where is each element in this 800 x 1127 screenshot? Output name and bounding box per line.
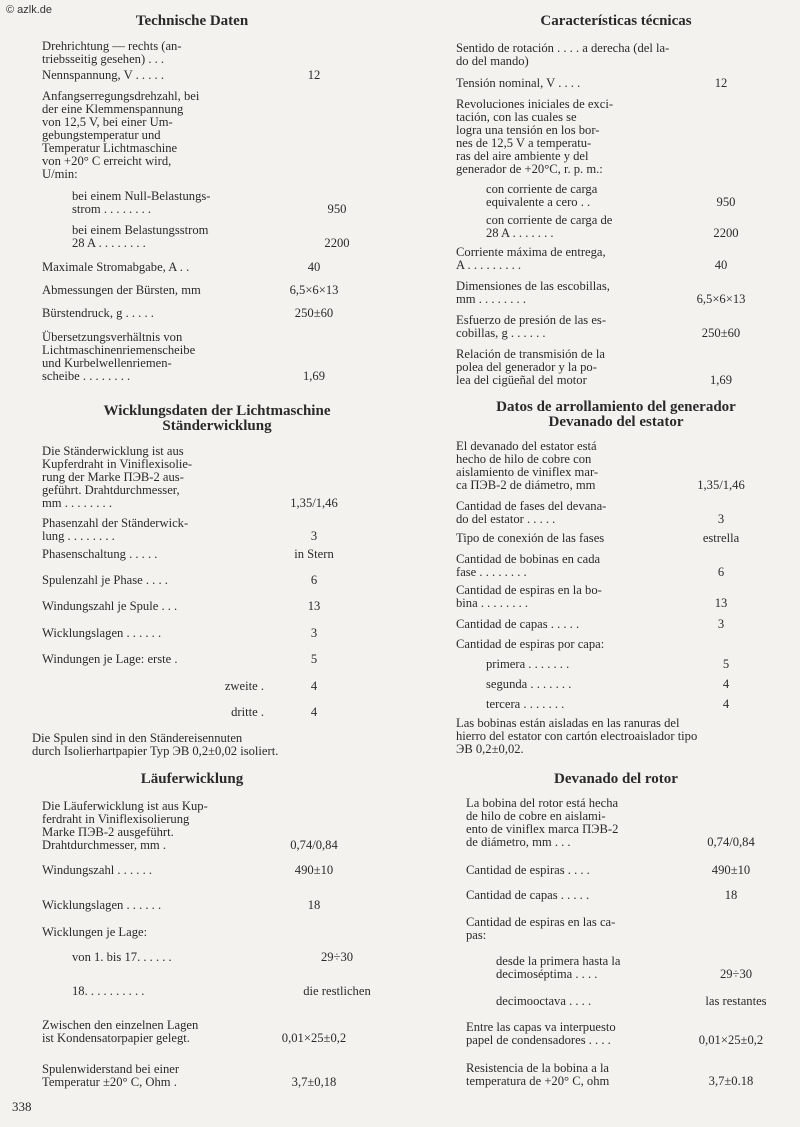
de-tech-row [42,331,387,383]
row-label: bei einem Belastungsstrom 28 A . . . . . . . . [72,223,209,250]
es-tech-title: Características técnicas [540,13,692,29]
row-label: Spulenwiderstand bei einer Temperatur ±20° C, Ohm . [42,1062,180,1089]
row-label: Revoluciones iniciales de exci- tación, con las cuales se logra una tensión en los bor- nes de 12,5 V a temperatu- ras del aire ambiente y del generador de +20°C, r. p. m.: [456,97,614,176]
de-rotor-row [42,951,387,964]
es-winding-row [456,440,786,492]
row-label: Zwischen den einzelnen Lagen ist Kondensatorpapier gelegt. [42,1018,199,1045]
watermark: © azlk.de [6,4,53,16]
row-label: tercera . . . . . . . [486,697,565,711]
row-label: Relación de transmisión de la polea del generador y la po- lea del cigüeñal del motor [456,347,605,387]
row-label: Cantidad de capas . . . . . [456,617,580,631]
row-value: 40 [307,260,321,274]
de-rotor-row [42,899,387,912]
es-winding-title: Datos de arrollamiento del generador Devanado del estator [496,399,736,430]
row-label: zweite . [224,679,264,693]
row-value: estrella [702,531,740,545]
row-label: Dimensiones de las escobillas, mm . . . . . . . . [456,279,610,306]
de-winding-note: Die Spulen sind in den Ständereisennuten durch Isolierhartpapier Typ ЭВ 0,2±0,02 isoliert. [32,731,279,758]
de-tech-row [42,190,387,216]
row-value: 1,69 [709,373,733,387]
row-label: Windungszahl je Spule . . . [42,599,178,613]
es-winding-row [456,500,786,526]
de-winding-row [42,445,387,510]
row-label: dritte . [231,705,264,719]
row-label: desde la primera hasta la decimoséptima . . . . [496,954,621,981]
row-label: Entre las capas va interpuesto papel de condensadores . . . . [466,1020,616,1047]
row-value: 0,01×25±0,2 [698,1033,764,1047]
row-label: con corriente de carga de 28 A . . . . . . . [486,213,613,240]
es-rotor-row [466,995,796,1008]
row-value: 1,69 [302,369,326,383]
row-value: 6,5×6×13 [696,292,746,306]
row-value: 1,35/1,46 [697,478,745,492]
row-value: 40 [714,258,728,272]
row-value: 490±10 [294,863,334,877]
row-value: 4 [722,697,730,711]
es-winding-row [456,618,786,631]
es-rotor-title: Devanado del rotor [554,771,678,787]
row-label: El devanado del estator está hecho de hilo de cobre con aislamiento de viniflex mar- ca ПЭВ-2 de diámetro, mm [456,439,599,492]
de-winding-row [42,680,387,693]
row-value: 4 [310,705,318,719]
es-rotor-row [466,955,796,981]
de-winding-title: Wicklungsdaten der Lichtmaschine Ständerwicklung [103,403,331,434]
row-value: die restlichen [303,984,371,998]
es-winding-row [456,698,786,711]
de-winding-row [42,706,387,719]
es-tech-row [456,348,786,387]
row-value: 490±10 [711,863,751,877]
row-label: Die Läuferwicklung ist aus Kup- ferdraht in Viniflexisolierung Marke ПЭВ-2 ausgeführt. Drahtdurchmesser, mm . [42,799,208,852]
row-value: 5 [722,657,730,671]
row-label: Corriente máxima de entrega, A . . . . . . . . . [456,245,606,272]
es-winding-row [456,532,786,545]
es-winding-row [456,638,786,651]
row-label: Cantidad de espiras en las ca- pas: [466,915,616,942]
row-value: 3,7±0.18 [708,1074,754,1088]
es-tech-row [456,246,786,272]
row-label: Abmessungen der Bürsten, mm [42,283,201,297]
row-value: 250±60 [294,306,334,320]
row-value: 29÷30 [719,967,753,981]
es-winding-note: Las bobinas están aisladas en las ranuras del hierro del estator con cartón electroaislador tipo ЭВ 0,2±0,02. [456,716,698,756]
es-winding-row [456,584,786,610]
de-rotor-row [42,1019,387,1045]
row-label: Bürstendruck, g . . . . . [42,306,154,320]
row-label: Cantidad de capas . . . . . [466,888,590,902]
row-label: La bobina del rotor está hecha de hilo de cobre en aislami- ento de viniflex marca ПЭВ-2 de diámetro, mm . . . [466,796,619,849]
row-label: Phasenschaltung . . . . . [42,547,158,561]
row-label: Windungen je Lage: erste . [42,652,178,666]
de-winding-row [42,548,387,561]
de-tech-row [42,307,387,320]
row-label: Cantidad de espiras en la bo- bina . . . . . . . . [456,583,602,610]
row-value: 3 [310,529,318,543]
es-tech-row [456,214,786,240]
row-label: Windungszahl . . . . . . [42,863,153,877]
de-winding-row [42,627,387,640]
row-value: 3 [310,626,318,640]
de-tech-row [42,69,387,82]
es-winding-row [456,553,786,579]
row-value: 3,7±0,18 [291,1075,337,1089]
row-value: 12 [307,68,321,82]
es-tech-row [456,314,786,340]
es-rotor-row [466,864,796,877]
row-value: 29÷30 [320,950,354,964]
row-label: Esfuerzo de presión de las es- cobillas, g . . . . . . [456,313,607,340]
row-label: Phasenzahl der Ständerwick- lung . . . . . . . . [42,516,189,543]
row-value: 1,35/1,46 [290,496,338,510]
row-label: Tipo de conexión de las fases [456,531,605,545]
row-label: von 1. bis 17. . . . . . [72,950,172,964]
row-label: primera . . . . . . . [486,657,570,671]
es-winding-row [456,678,786,691]
row-value: 250±60 [701,326,741,340]
es-rotor-row [466,1021,796,1047]
row-value: 2200 [713,226,739,240]
es-tech-row [456,77,786,90]
row-label: Anfangserregungsdrehzahl, bei der eine Klemmenspannung von 12,5 V, bei einer Um- gebungstemperatur und Temperatur Lichtmaschine von +20° C erreicht wird, U/min: [42,89,200,181]
page-number: 338 [12,1099,32,1114]
row-label: Cantidad de espiras . . . . [466,863,590,877]
row-value: 6,5×6×13 [289,283,339,297]
row-value: 4 [310,679,318,693]
row-value: 18 [724,888,738,902]
row-label: Wicklungslagen . . . . . . [42,626,162,640]
de-tech-title: Technische Daten [135,13,249,29]
de-winding-row [42,517,387,543]
de-winding-row [42,574,387,587]
row-value: in Stern [294,547,334,561]
de-rotor-title: Läuferwicklung [140,771,244,787]
row-value: 950 [327,202,347,216]
row-value: 0,74/0,84 [290,838,338,852]
row-label: decimooctava . . . . [496,994,592,1008]
es-rotor-row [466,797,796,849]
row-value: 6 [717,565,725,579]
row-label: Tensión nominal, V . . . . [456,76,581,90]
row-label: Drehrichtung — rechts (an- triebsseitig gesehen) . . . [42,39,182,66]
row-label: Die Ständerwicklung ist aus Kupferdraht in Viniflexisolie- rung der Marke ПЭВ-2 aus- geführt. Drahtdurchmesser, mm . . . . . . . . [42,444,193,510]
row-value: 2200 [324,236,350,250]
es-rotor-row [466,1062,796,1088]
de-winding-row [42,653,387,666]
row-label: Wicklungen je Lage: [42,925,148,939]
es-tech-row [456,98,786,176]
row-value: 18 [307,898,321,912]
de-tech-row [42,40,387,66]
row-label: segunda . . . . . . . [486,677,572,691]
row-label: Nennspannung, V . . . . . [42,68,164,82]
de-tech-row [42,284,387,297]
de-tech-row [42,261,387,274]
es-tech-row [456,183,786,209]
row-value: 5 [310,652,318,666]
row-label: 18. . . . . . . . . . [72,984,145,998]
row-value: las restantes [705,994,767,1008]
row-value: 0,01×25±0,2 [281,1031,347,1045]
row-value: 3 [717,617,725,631]
es-tech-row-rotation: Sentido de rotación . . . . a derecha (del la- do del mando) [456,41,670,68]
row-label: Spulenzahl je Phase . . . . [42,573,168,587]
row-label: Resistencia de la bobina a la temperatura de +20° C, ohm [466,1061,610,1088]
row-label: Übersetzungsverhältnis von Lichtmaschinenriemenscheibe und Kurbelwellenriemen- scheibe . . . . . . . . [42,330,196,383]
de-rotor-row [42,985,387,998]
de-winding-row [42,600,387,613]
de-tech-row [42,224,387,250]
de-rotor-row [42,1063,387,1089]
row-value: 12 [714,76,728,90]
de-rotor-row [42,800,387,852]
row-value: 3 [717,512,725,526]
de-tech-row [42,90,387,181]
row-label: Cantidad de espiras por capa: [456,637,605,651]
row-value: 13 [714,596,728,610]
row-label: con corriente de carga equivalente a cero . . [486,182,598,209]
row-label: Cantidad de fases del devana- do del estator . . . . . [456,499,607,526]
row-value: 0,74/0,84 [707,835,755,849]
row-value: 950 [716,195,736,209]
row-value: 4 [722,677,730,691]
row-value: 13 [307,599,321,613]
de-rotor-row [42,864,387,877]
de-rotor-row [42,926,387,939]
row-label: Maximale Stromabgabe, A . . [42,260,190,274]
es-winding-row [456,658,786,671]
es-rotor-row [466,916,796,942]
es-tech-row [456,280,786,306]
row-value: 6 [310,573,318,587]
row-label: bei einem Null-Belastungs- strom . . . . . . . . [72,189,211,216]
row-label: Cantidad de bobinas en cada fase . . . . . . . . [456,552,601,579]
row-label: Wicklungslagen . . . . . . [42,898,162,912]
es-rotor-row [466,889,796,902]
